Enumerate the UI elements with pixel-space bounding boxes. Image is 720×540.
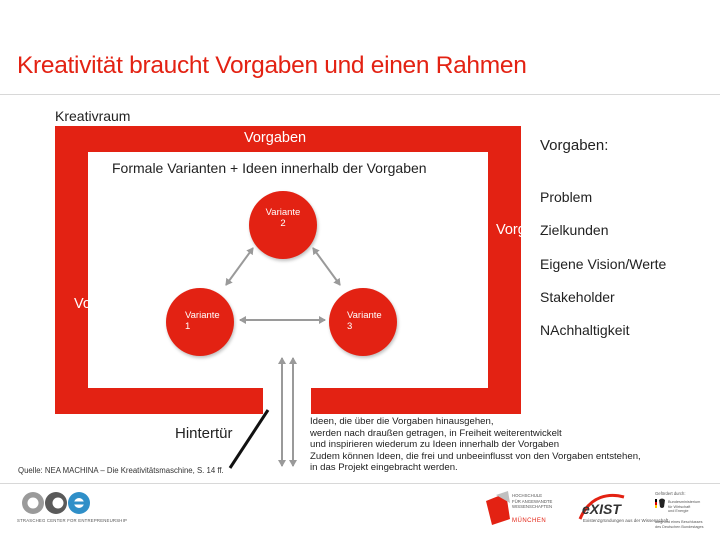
- footer-divider: [0, 483, 720, 484]
- variant-1-circle: [166, 288, 234, 356]
- variant-2-number: 2: [280, 218, 286, 229]
- variant-3-number: 3: [347, 321, 353, 332]
- hm-name-line: HOCHSCHULE: [512, 493, 543, 498]
- requirement-item: Eigene Vision/Werte: [540, 256, 667, 272]
- hm-city: MÜNCHEN: [512, 518, 547, 524]
- hm-name-line: FÜR ANGEWANDTE: [512, 498, 553, 504]
- sce-caption: STRASCHEG CENTER FOR ENTREPRENEURSHIP: [17, 518, 128, 523]
- requirement-item: Zielkunden: [540, 222, 609, 238]
- escape-line: Zudem können Ideen, die frei und unbeeinflusst von den Vorgaben entstehen,: [310, 450, 641, 462]
- bmwi-name-line: Bundesministerium: [668, 500, 701, 504]
- escape-line: in das Projekt eingebracht werden.: [310, 462, 458, 473]
- escape-line: werden nach draußen getragen, in Freiheit weiterentwickelt: [310, 427, 562, 439]
- variant-1-number: 1: [185, 321, 191, 332]
- variant-1-name: Variante: [185, 310, 220, 321]
- bmwi-note-line: aufgrund eines Beschlusses: [655, 520, 703, 524]
- frame-label-left: Vorgaben: [74, 296, 137, 312]
- requirements-heading: Vorgaben:: [540, 137, 609, 154]
- inner-heading: Formale Varianten + Ideen innerhalb der Vorgaben: [112, 160, 427, 176]
- frame-label-top: Vorgaben: [244, 130, 307, 146]
- arrow-2-to-3: [313, 248, 340, 285]
- exist-wordmark: eXIST: [582, 501, 621, 517]
- frame-label-right: Vorgaben: [496, 222, 559, 238]
- requirement-item: NAchhaltigkeit: [540, 322, 630, 338]
- hm-name-line: WISSENSCHAFTEN: [512, 504, 553, 509]
- requirement-item: Stakeholder: [540, 289, 615, 305]
- variant-2-circle: [249, 191, 317, 259]
- requirement-item: Problem: [540, 189, 593, 205]
- escape-line: Ideen, die über die Vorgaben hinausgehen,: [310, 416, 494, 427]
- arrow-2-to-1: [226, 248, 253, 285]
- hm-name: [512, 493, 552, 510]
- bmwi-name-line: und Energie: [668, 509, 689, 514]
- bmwi-funding-note: Gefördert durch:: [655, 491, 686, 496]
- escape-line: und inspirieren wiederum zu Ideen innerhalb der Vorgaben: [310, 439, 560, 450]
- exist-subtitle: Existenzgründungen aus der Wissenschaft: [583, 518, 669, 523]
- creative-space-label: Kreativraum: [55, 108, 131, 124]
- slide-title: Kreativität braucht Vorgaben und einen Rahmen: [17, 52, 527, 79]
- backdoor-label: Hintertür: [175, 425, 233, 442]
- bmwi-note-line: des Deutschen Bundestages: [655, 524, 704, 529]
- variant-3-circle: [329, 288, 397, 356]
- source-note: Quelle: NEA MACHINA – Die Kreativitätsmaschine, S. 14 ff.: [18, 466, 224, 475]
- bmwi-name: [668, 500, 700, 514]
- backdoor-door: [230, 410, 268, 468]
- bmwi-resolution-note: [655, 520, 704, 529]
- escape-description: [310, 416, 640, 474]
- variant-3-name: Variante: [347, 310, 382, 321]
- bmwi-name-line: für Wirtschaft: [668, 504, 691, 509]
- variant-2-name: Variante: [265, 207, 301, 218]
